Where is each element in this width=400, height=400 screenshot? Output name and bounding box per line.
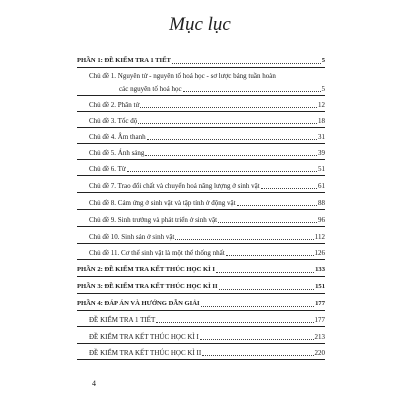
toc-leader-dots (140, 107, 317, 108)
toc-entry-label: Chủ đề 10. Sinh sản ở sinh vật (89, 233, 175, 241)
toc-page-number: 213 (314, 333, 325, 341)
toc-entry-row (77, 176, 325, 193)
table-of-contents (77, 52, 325, 360)
toc-page-number: 88 (318, 199, 325, 207)
toc-entry-row (77, 227, 325, 244)
toc-entry-label: Chủ đề 3. Tốc độ (89, 117, 138, 125)
toc-entry-label: Chủ đề 4. Âm thanh (89, 133, 146, 141)
toc-entry-label: Chủ đề 8. Cảm ứng ở sinh vật và tập tính ở động vật (89, 199, 236, 207)
toc-part-label: PHẦN 2: ĐỀ KIỂM TRA KẾT THÚC HỌC KÌ I (77, 266, 215, 274)
toc-page-number: 177 (315, 300, 325, 308)
toc-page-number: 61 (318, 182, 325, 190)
toc-leader-dots (226, 255, 314, 256)
toc-part-label: PHẦN 4: ĐÁP ÁN VÀ HƯỚNG DẪN GIẢI (77, 300, 200, 308)
toc-page-number: 31 (318, 133, 325, 141)
toc-entry-label: ĐỀ KIỂM TRA KẾT THÚC HỌC KÌ I (89, 333, 199, 341)
toc-leader-dots (183, 91, 321, 92)
toc-page-number: 177 (314, 316, 325, 324)
toc-leader-dots (201, 306, 315, 307)
toc-leader-dots (202, 355, 313, 356)
toc-entry-row (77, 344, 325, 360)
toc-entry-row (77, 160, 325, 176)
toc-page-number: 12 (318, 101, 325, 109)
toc-page-number: 133 (315, 266, 325, 274)
toc-leader-dots (145, 155, 317, 156)
toc-page-number: 96 (318, 216, 325, 224)
toc-entry-row (77, 144, 325, 160)
toc-leader-dots (175, 239, 313, 240)
toc-part-row (77, 260, 325, 277)
page-number: 4 (92, 379, 96, 388)
toc-entry-label: Chủ đề 7. Trao đổi chất và chuyển hoá năng lượng ở sinh vật (89, 182, 260, 190)
toc-entry-row (77, 210, 325, 227)
toc-leader-dots (138, 123, 317, 124)
toc-entry-row (77, 193, 325, 210)
toc-page-number: 5 (321, 57, 325, 65)
toc-entry-label: Chủ đề 5. Ánh sáng (89, 149, 145, 157)
toc-part-label: PHẦN 1: ĐỀ KIỂM TRA 1 TIẾT (77, 57, 171, 65)
toc-leader-dots (218, 222, 317, 223)
toc-leader-dots (172, 63, 321, 64)
toc-leader-dots (127, 171, 317, 172)
toc-entry-label: ĐỀ KIỂM TRA KẾT THÚC HỌC KÌ II (89, 349, 202, 357)
toc-entry-label: Chủ đề 9. Sinh trưởng và phát triển ở sinh vật (89, 216, 218, 224)
toc-page-number: 18 (318, 117, 325, 125)
toc-entry-row (77, 128, 325, 144)
toc-page-number: 112 (314, 233, 325, 241)
toc-entry-row (77, 244, 325, 260)
toc-entry-row (77, 96, 325, 112)
toc-part-row (77, 277, 325, 294)
toc-entry-label-continued: các nguyên tố hoá học (119, 85, 182, 93)
toc-page-number: 39 (318, 149, 325, 157)
toc-leader-dots (147, 139, 317, 140)
toc-entry-label: Chủ đề 6. Từ (89, 165, 126, 173)
toc-entry-label: Chủ đề 11. Cơ thể sinh vật là một thể thống nhất (89, 249, 225, 257)
toc-part-row (77, 52, 325, 68)
toc-leader-dots (216, 272, 314, 273)
toc-entry-label: ĐỀ KIỂM TRA 1 TIẾT (89, 316, 156, 324)
toc-entry-row (77, 327, 325, 344)
toc-leader-dots (219, 289, 315, 290)
toc-entry-label: Chủ đề 1. Nguyên tử - nguyên tố hoá học - sơ lược bảng tuần hoàn (89, 72, 276, 80)
toc-entry-row (77, 112, 325, 128)
toc-page-number: 5 (321, 85, 325, 93)
toc-leader-dots (237, 205, 317, 206)
toc-page-number: 220 (314, 349, 325, 357)
toc-page-number: 51 (318, 165, 325, 173)
toc-entry-label: Chủ đề 2. Phân tử (89, 101, 140, 109)
toc-page-number: 151 (315, 283, 325, 291)
toc-part-row (77, 294, 325, 311)
toc-part-label: PHẦN 3: ĐỀ KIỂM TRA KẾT THÚC HỌC KÌ II (77, 283, 218, 291)
toc-leader-dots (261, 188, 317, 189)
toc-entry-row (77, 68, 325, 96)
page-title: Mục lục (169, 14, 231, 35)
toc-leader-dots (156, 322, 313, 323)
toc-page-number: 126 (314, 249, 325, 257)
toc-leader-dots (200, 339, 314, 340)
toc-entry-row (77, 311, 325, 327)
